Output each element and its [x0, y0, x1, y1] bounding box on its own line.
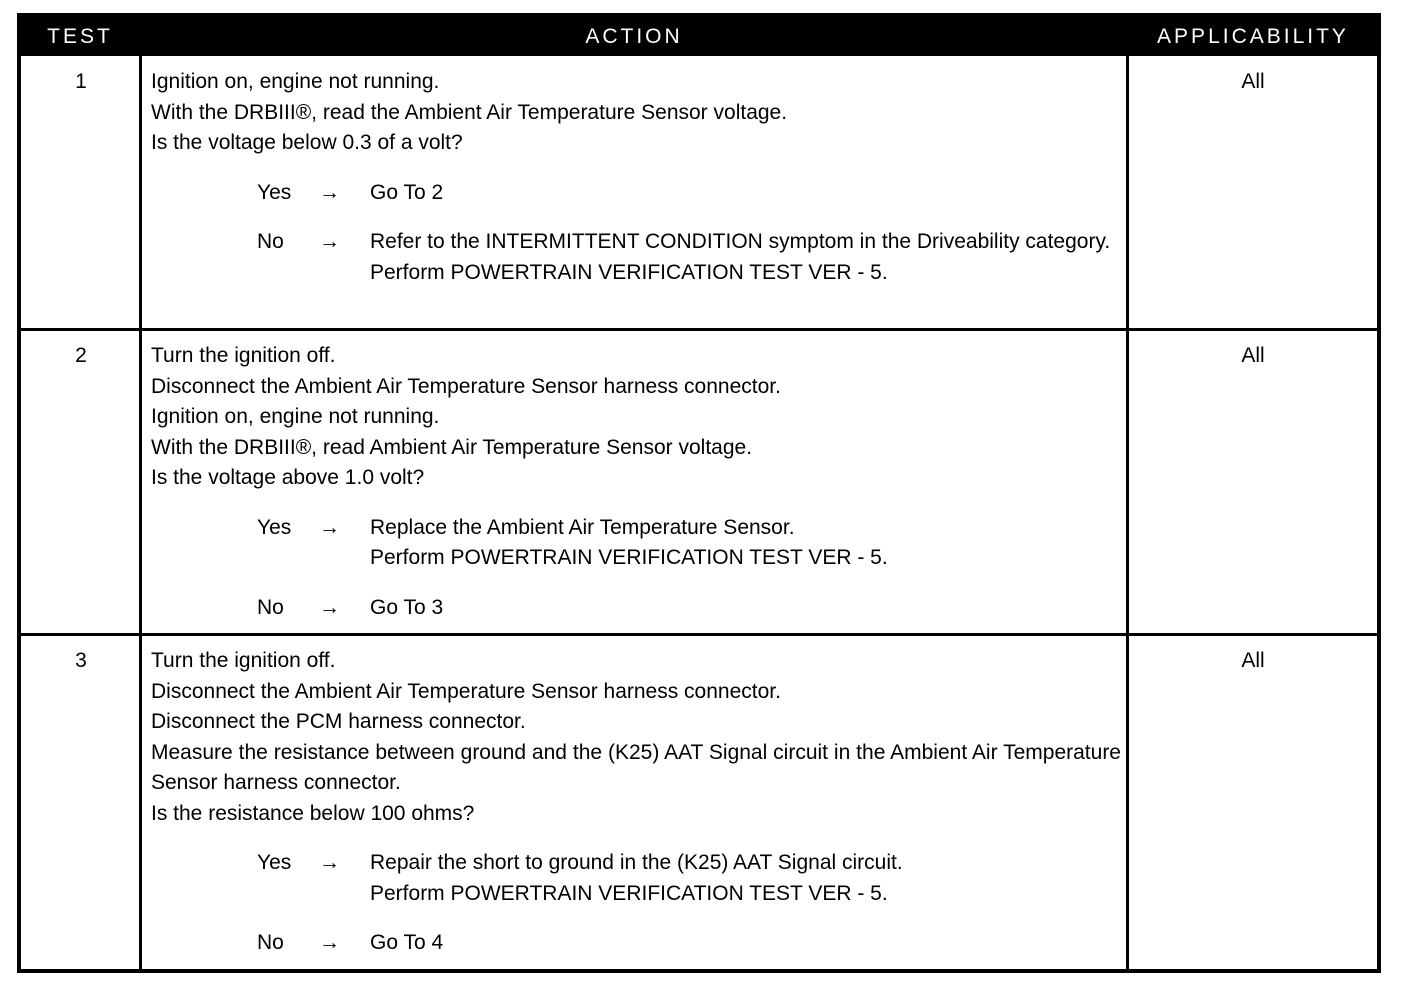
- arrow-right-icon: →: [319, 230, 340, 253]
- action-step: Ignition on, engine not running.: [151, 405, 440, 428]
- arrow-right-icon: →: [319, 515, 340, 539]
- response-text: Repair the short to ground in the (K25) AAT Signal circuit.: [370, 851, 903, 874]
- no-label: No: [257, 230, 284, 253]
- yes-label: Yes: [257, 851, 292, 874]
- no-label: No: [257, 595, 284, 619]
- action-step: With the DRBIII®, read the Ambient Air Temperature Sensor voltage.: [151, 100, 788, 124]
- action-step: Is the voltage below 0.3 of a volt?: [151, 131, 463, 154]
- header-test: TEST: [47, 25, 113, 48]
- applicability-value: All: [1241, 344, 1265, 367]
- response-text: Replace the Ambient Air Temperature Sensor.: [370, 515, 795, 539]
- test-action: [151, 646, 1121, 959]
- action-step: Is the voltage above 1.0 volt?: [151, 466, 425, 489]
- response-text: Perform POWERTRAIN VERIFICATION TEST VER - 5.: [370, 546, 888, 569]
- response-text: Perform POWERTRAIN VERIFICATION TEST VER - 5.: [370, 881, 888, 905]
- response-text: Go To 2: [370, 180, 444, 204]
- action-step: Disconnect the Ambient Air Temperature Sensor harness connector.: [151, 679, 781, 703]
- response-text: Perform POWERTRAIN VERIFICATION TEST VER - 5.: [370, 260, 888, 284]
- diagnostic-test-table: [17, 13, 1381, 973]
- applicability-value: All: [1241, 70, 1265, 93]
- header-applicability: APPLICABILITY: [1157, 25, 1349, 48]
- yes-label: Yes: [257, 180, 292, 204]
- no-response: [151, 227, 1121, 288]
- response-text: Go To 4: [370, 931, 444, 954]
- arrow-right-icon: →: [319, 851, 340, 874]
- test-number: 2: [75, 344, 87, 367]
- action-step: Disconnect the Ambient Air Temperature Sensor harness connector.: [151, 374, 781, 398]
- yes-response: [151, 513, 1121, 574]
- response-text: Refer to the INTERMITTENT CONDITION symptom in the Driveability category.: [370, 230, 1111, 253]
- column-divider-test: [139, 56, 142, 969]
- action-step: Turn the ignition off.: [151, 649, 336, 672]
- no-response: [151, 928, 1121, 959]
- applicability-value: All: [1241, 649, 1265, 672]
- arrow-right-icon: →: [319, 180, 340, 204]
- yes-response: [151, 178, 1121, 209]
- action-step: Disconnect the PCM harness connector.: [151, 710, 526, 733]
- test-action: [151, 67, 1121, 288]
- yes-response: [151, 848, 1121, 909]
- row-divider: [21, 633, 1377, 636]
- arrow-right-icon: →: [319, 595, 340, 619]
- no-label: No: [257, 931, 284, 954]
- arrow-right-icon: →: [319, 931, 340, 954]
- row-divider: [21, 328, 1377, 331]
- test-number: 3: [75, 649, 87, 672]
- table-header: [21, 17, 1377, 56]
- column-divider-applicability: [1126, 56, 1129, 969]
- action-step: Turn the ignition off.: [151, 344, 336, 367]
- no-response: [151, 593, 1121, 624]
- action-step: Is the resistance below 100 ohms?: [151, 801, 475, 825]
- action-step: Measure the resistance between ground and the (K25) AAT Signal circuit in the Ambient Air Temperature Sensor harness connector.: [151, 740, 1121, 794]
- yes-label: Yes: [257, 515, 292, 539]
- test-action: [151, 341, 1121, 623]
- action-step: With the DRBIII®, read Ambient Air Temperature Sensor voltage.: [151, 435, 753, 459]
- action-step: Ignition on, engine not running.: [151, 70, 440, 93]
- header-action: ACTION: [585, 25, 683, 48]
- test-number: 1: [75, 70, 87, 93]
- response-text: Go To 3: [370, 595, 444, 619]
